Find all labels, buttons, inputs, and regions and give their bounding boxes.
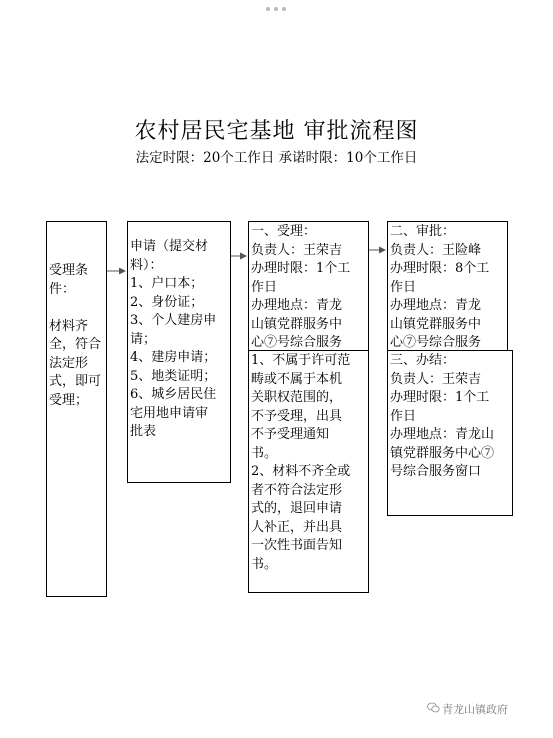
rejection-text: 1、不属于许可范 畴或不属于本机 关职权范围的， 不予受理，出具 不予受理通知 书。 2、材料不齐全或 者不符合法定形 式的，退回申请 人补正，并出具 一次性书面告知 书。 <box>251 353 351 572</box>
conditions-text: 受理条 件： 材料齐 全，符合 法定形 式，即可 受理； <box>49 263 102 408</box>
wechat-icon <box>427 702 440 713</box>
page-subtitle: 法定时限：20个工作日 承诺时限：10个工作日 <box>135 150 418 166</box>
approval-text: 二、审批： 负责人：王险峰 办理时限：8个工 作日 办理地点：青龙 山镇党群服务中 心⑦号综合服务 <box>390 224 490 350</box>
acceptance-text: 一、受理： 负责人：王荣吉 办理时限：1个工 作日 办理地点：青龙 山镇党群服务中 心⑦号综合服务 <box>251 224 351 350</box>
completion-text: 三、办结： 负责人：王荣吉 办理时限：1个工 作日 办理地点：青龙山 镇党群服务中心⑦ 号综合服务窗口 <box>390 353 495 479</box>
page-title: 农村居民宅基地 审批流程图 <box>134 119 419 144</box>
application-text: 申请（提交材 料）： 1、户口本； 2、身份证； 3、个人建房申 请； 4、建房申请； 5、地类证明； 6、城乡居民住 宅用地申请审 批表 <box>130 239 217 439</box>
footer-source: 青龙山镇政府 <box>442 703 508 716</box>
